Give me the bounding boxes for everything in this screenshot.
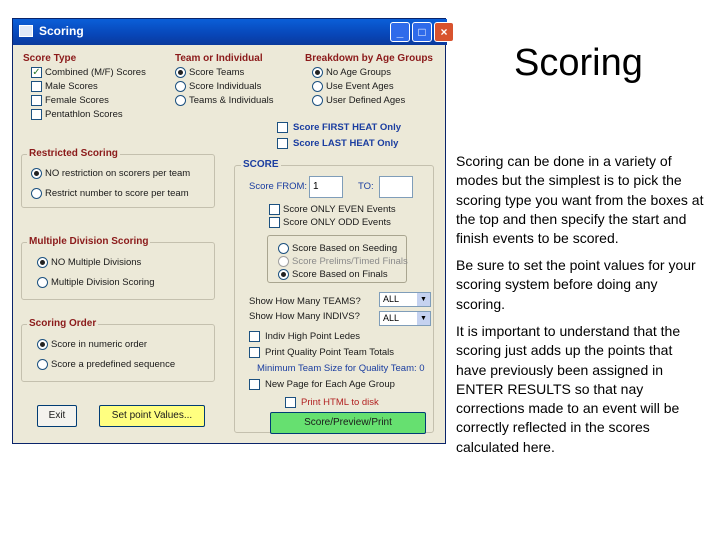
scoring-window: [12, 18, 446, 444]
seeding-radio[interactable]: [278, 243, 289, 254]
combined-scores-checkbox[interactable]: ✓: [32, 67, 41, 78]
high-point-label: Indiv High Point Ledes: [265, 331, 361, 342]
minimize-button[interactable]: _: [390, 22, 410, 42]
window-title: Scoring: [39, 24, 84, 38]
last-heat-label: Score LAST HEAT Only: [293, 138, 399, 149]
numeric-order-label: Score in numeric order: [51, 339, 148, 350]
show-indivs-value: ALL: [383, 313, 400, 323]
odd-events-label: Score ONLY ODD Events: [283, 217, 391, 228]
no-restriction-radio[interactable]: [31, 168, 42, 179]
multi-division-radio[interactable]: [37, 277, 48, 288]
restrict-number-label: Restrict number to score per team: [45, 188, 189, 199]
user-defined-ages-radio[interactable]: [312, 95, 323, 106]
even-events-label: Score ONLY EVEN Events: [283, 204, 396, 215]
multi-division-group: [21, 242, 215, 300]
restrict-number-radio[interactable]: [31, 188, 42, 199]
combined-scores-label: Combined (M/F) Scores: [45, 67, 146, 78]
score-teams-radio[interactable]: [175, 67, 186, 78]
new-page-label: New Page for Each Age Group: [265, 379, 395, 390]
first-heat-checkbox[interactable]: [277, 122, 288, 133]
window-icon: [19, 25, 33, 37]
female-scores-checkbox[interactable]: [31, 95, 42, 106]
age-groups-heading: Breakdown by Age Groups: [305, 53, 433, 64]
score-teams-label: Score Teams: [189, 67, 245, 78]
last-heat-checkbox[interactable]: [277, 138, 288, 149]
slide-paragraph-2: Be sure to set the point values for your scoring system before doing any scoring.: [456, 257, 696, 312]
first-heat-label: Score FIRST HEAT Only: [293, 122, 402, 133]
prelims-label: Score Prelims/Timed Finals: [292, 256, 408, 267]
maximize-button[interactable]: □: [412, 22, 432, 42]
show-teams-value: ALL: [383, 294, 400, 304]
score-type-heading: Score Type: [23, 53, 77, 64]
slide-paragraph-3: It is important to understand that the scoring just adds up the points that have previously been assigned in ENTER RESULTS so that nay corrections made to an event will be correctly reflected in the scores calculated here.: [456, 323, 681, 455]
seeding-label: Score Based on Seeding: [292, 243, 398, 254]
scoring-order-heading: Scoring Order: [29, 318, 97, 329]
pentathlon-scores-label: Pentathlon Scores: [45, 109, 123, 120]
no-age-groups-radio[interactable]: [312, 67, 323, 78]
scoring-order-group: [21, 324, 215, 382]
no-age-groups-label: No Age Groups: [326, 67, 391, 78]
numeric-order-radio[interactable]: [37, 339, 48, 350]
male-scores-checkbox[interactable]: [31, 81, 42, 92]
event-ages-label: Use Event Ages: [326, 81, 394, 92]
dropdown-arrow-icon: ▼: [417, 293, 430, 306]
show-teams-label: Show How Many TEAMS?: [249, 296, 361, 307]
slide-paragraph-1: Scoring can be done in a variety of modes but the simplest is to pick the scoring type you want from the boxes at the top and then specify the start and finish events to be scored.: [456, 153, 704, 247]
quality-points-label: Print Quality Point Team Totals: [265, 347, 395, 358]
prelims-radio[interactable]: [278, 256, 289, 267]
score-from-input[interactable]: 1: [309, 176, 343, 198]
new-page-checkbox[interactable]: [249, 379, 260, 390]
score-to-input[interactable]: [379, 176, 413, 198]
slide-title: Scoring: [514, 42, 643, 84]
finals-label: Score Based on Finals: [292, 269, 388, 280]
user-defined-ages-label: User Defined Ages: [326, 95, 406, 106]
score-individuals-label: Score Individuals: [189, 81, 262, 92]
score-individuals-radio[interactable]: [175, 81, 186, 92]
title-bar[interactable]: [13, 19, 447, 45]
restricted-scoring-group: [21, 154, 215, 208]
show-indivs-label: Show How Many INDIVS?: [249, 311, 360, 322]
exit-button[interactable]: Exit: [37, 405, 77, 427]
set-point-values-button[interactable]: Set point Values...: [99, 405, 205, 427]
teams-individuals-radio[interactable]: [175, 95, 186, 106]
no-restriction-label: NO restriction on scorers per team: [45, 168, 191, 179]
quality-points-checkbox[interactable]: [249, 347, 260, 358]
multi-division-label: Multiple Division Scoring: [51, 277, 155, 288]
no-multi-division-label: NO Multiple Divisions: [51, 257, 142, 268]
score-heading: SCORE: [243, 159, 279, 170]
odd-events-checkbox[interactable]: [269, 217, 280, 228]
score-to-label: TO:: [358, 181, 374, 192]
teams-individuals-label: Teams & Individuals: [189, 95, 274, 106]
close-button[interactable]: ×: [434, 22, 454, 42]
score-preview-print-button[interactable]: Score/Preview/Print: [270, 412, 426, 434]
min-team-size-label: Minimum Team Size for Quality Team: 0: [257, 363, 425, 374]
score-from-label: Score FROM:: [249, 181, 308, 192]
show-teams-select[interactable]: [379, 292, 431, 307]
predefined-sequence-label: Score a predefined sequence: [51, 359, 176, 370]
high-point-checkbox[interactable]: [249, 331, 260, 342]
pentathlon-scores-checkbox[interactable]: [31, 109, 42, 120]
team-individual-heading: Team or Individual: [175, 53, 263, 64]
print-html-label: Print HTML to disk: [301, 397, 379, 408]
show-indivs-select[interactable]: [379, 311, 431, 326]
restricted-scoring-heading: Restricted Scoring: [29, 148, 118, 159]
predefined-sequence-radio[interactable]: [37, 359, 48, 370]
event-ages-radio[interactable]: [312, 81, 323, 92]
female-scores-label: Female Scores: [45, 95, 109, 106]
no-multi-division-radio[interactable]: [37, 257, 48, 268]
dropdown-arrow-icon: ▼: [417, 312, 430, 325]
finals-radio[interactable]: [278, 269, 289, 280]
print-html-checkbox[interactable]: [285, 397, 296, 408]
even-events-checkbox[interactable]: [269, 204, 280, 215]
multi-division-heading: Multiple Division Scoring: [29, 236, 149, 247]
male-scores-label: Male Scores: [45, 81, 98, 92]
